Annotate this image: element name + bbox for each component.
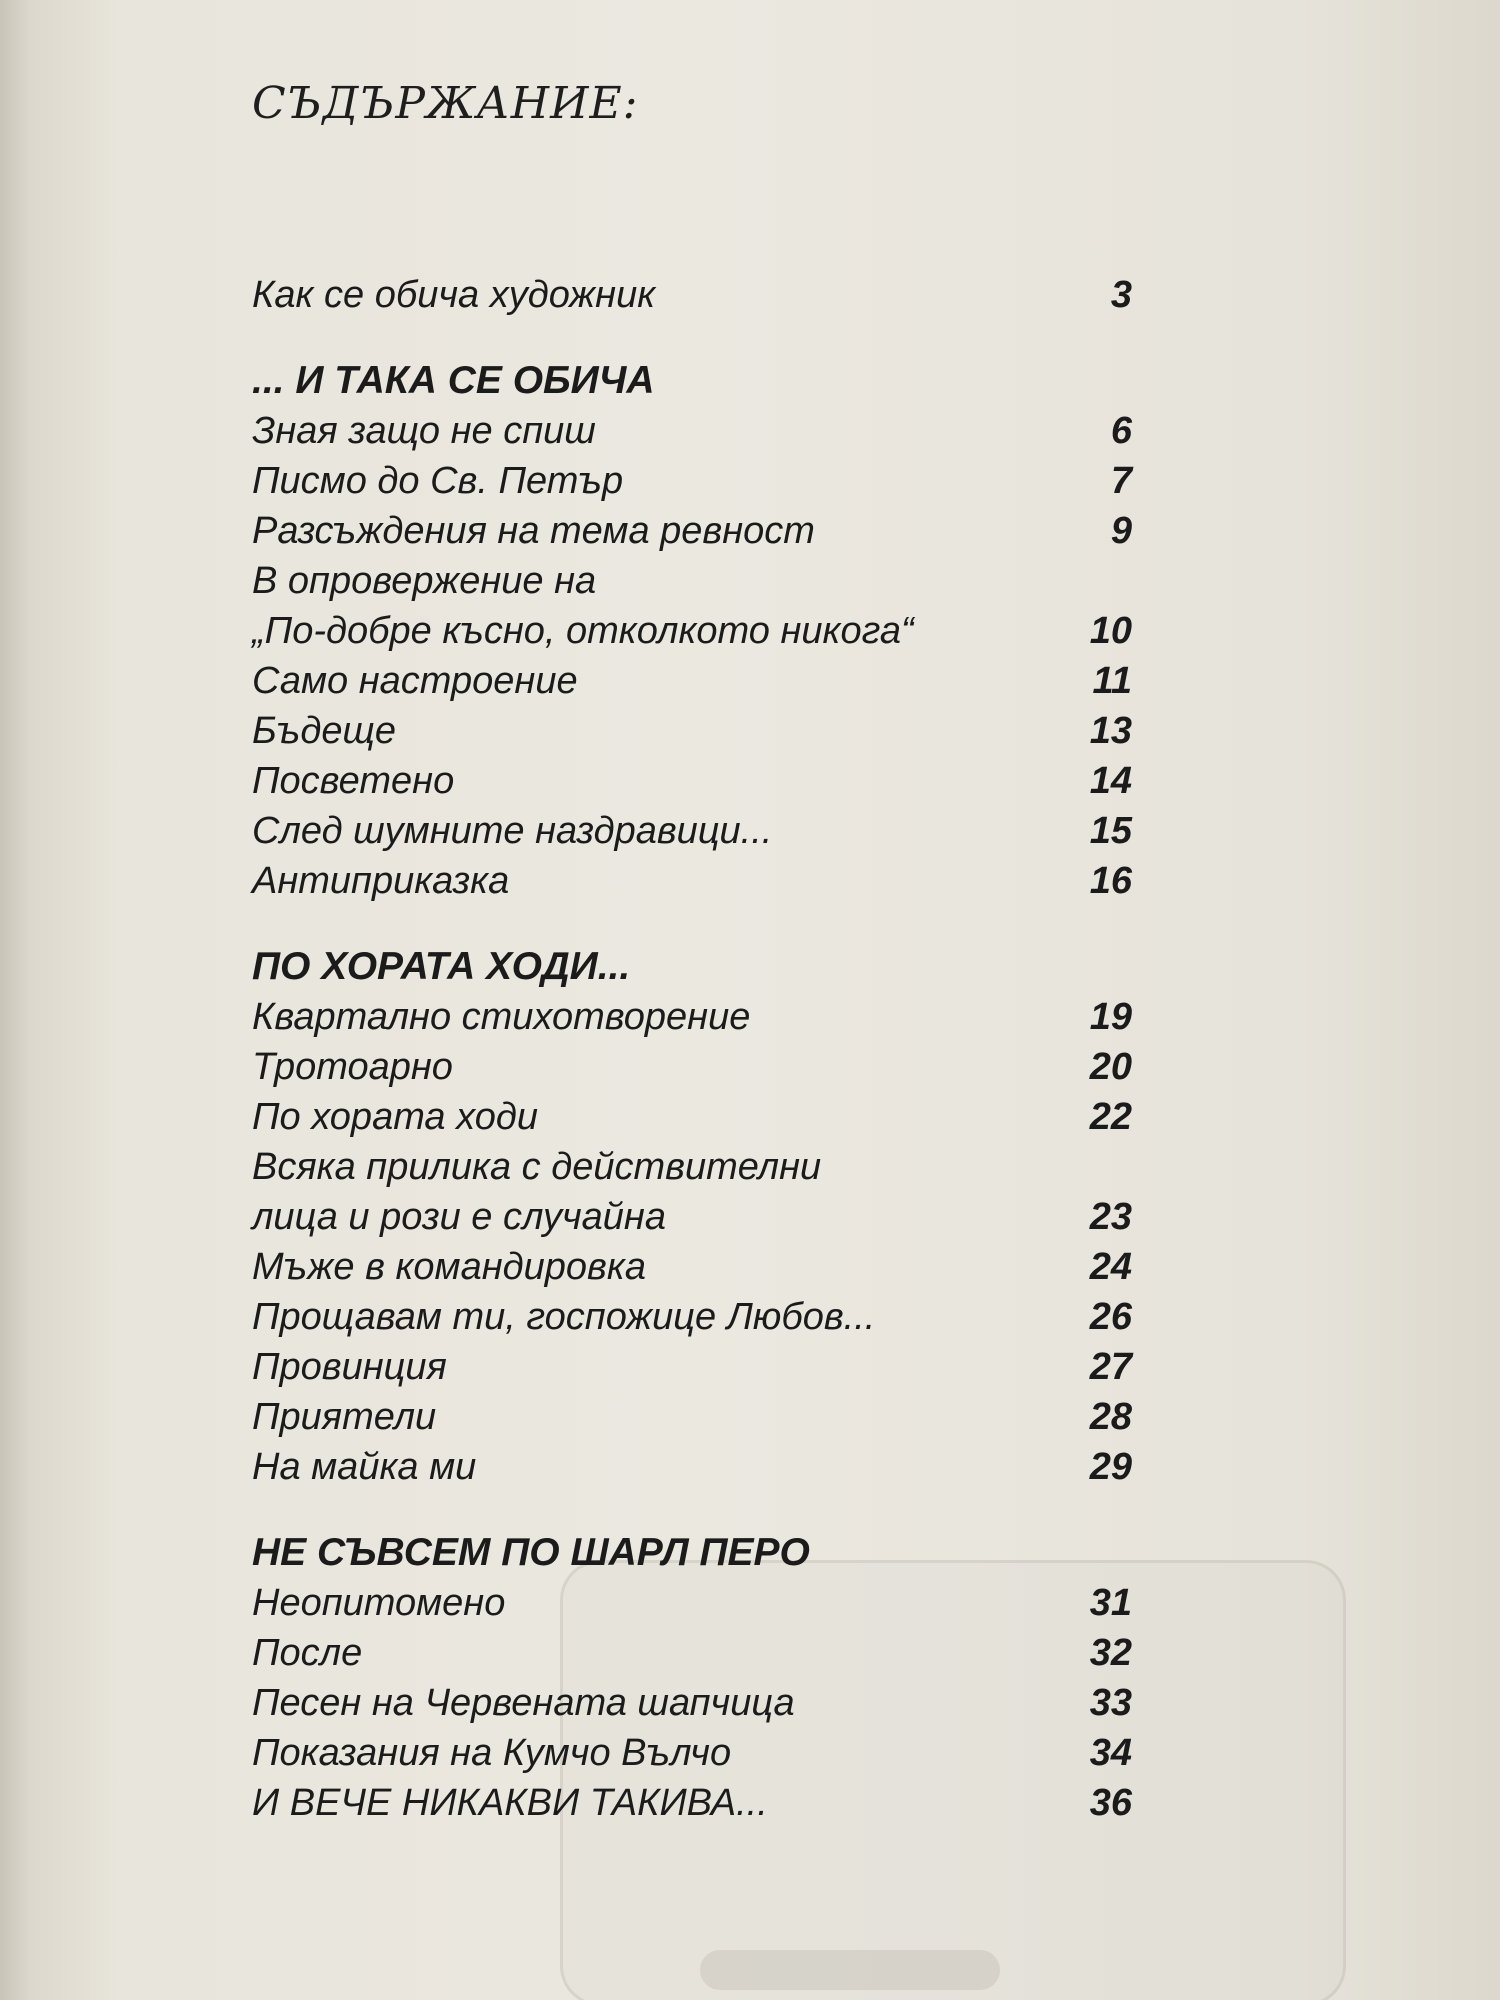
toc-entry-page: 3 xyxy=(1110,274,1132,316)
toc-entry xyxy=(252,656,1132,706)
section-heading: ... И ТАКА СЕ ОБИЧА xyxy=(252,359,655,402)
toc-entry-title: После xyxy=(252,1632,363,1674)
toc-entry-page: 24 xyxy=(1089,1246,1132,1288)
toc-entry-title: Писмо до Св. Петър xyxy=(252,460,624,502)
toc-entry xyxy=(252,456,1132,506)
toc-entry-page: 6 xyxy=(1110,410,1132,452)
toc-entry-page: 31 xyxy=(1089,1582,1132,1624)
toc-entry-page: 15 xyxy=(1089,810,1132,852)
toc-entry-title: След шумните наздравици... xyxy=(252,810,773,852)
toc-entry-page: 19 xyxy=(1089,996,1132,1038)
toc-heading: СЪДЪРЖАНИЕ: xyxy=(252,78,639,129)
toc-entry-page: 26 xyxy=(1089,1296,1132,1338)
toc-entry xyxy=(252,1392,1132,1442)
toc-entry-page: 13 xyxy=(1089,710,1132,752)
toc-entry-title: Разсъждения на тема ревност xyxy=(252,510,815,552)
toc-entry xyxy=(252,1442,1132,1492)
toc-entry xyxy=(252,756,1132,806)
toc-entry xyxy=(252,1728,1132,1778)
toc-entry-title: Квартално стихотворение xyxy=(252,996,751,1038)
section-heading: ПО ХОРАТА ХОДИ... xyxy=(252,945,631,988)
toc-entry xyxy=(252,606,1132,656)
toc-entry-page: 23 xyxy=(1089,1196,1132,1238)
toc-entry xyxy=(252,1628,1132,1678)
toc-entry-page: 28 xyxy=(1089,1396,1132,1438)
toc-entry-page: 29 xyxy=(1089,1446,1132,1488)
toc-entry-title: Само настроение xyxy=(252,660,578,702)
toc-entry xyxy=(252,270,1132,320)
toc-entry-title: Мъже в командировка xyxy=(252,1246,646,1288)
toc-entry-title: Как се обича художник xyxy=(252,274,656,316)
toc-entry xyxy=(252,506,1132,556)
toc-entry-page: 9 xyxy=(1110,510,1132,552)
toc-entry-page: 14 xyxy=(1089,760,1132,802)
toc-entry-title: Антиприказка xyxy=(252,860,510,902)
toc-entry xyxy=(252,1042,1132,1092)
section-heading: НЕ СЪВСЕМ ПО ШАРЛ ПЕРО xyxy=(252,1531,810,1574)
toc-entry-title: Прощавам ти, госпожице Любов... xyxy=(252,1296,876,1338)
toc-entry-page: 7 xyxy=(1110,460,1132,502)
toc-entry-title: Бъдеще xyxy=(252,710,396,752)
toc-entry-title: Тротоарно xyxy=(252,1046,453,1088)
toc-entry-page: 36 xyxy=(1089,1782,1132,1824)
toc-entry-title: Песен на Червената шапчица xyxy=(252,1682,795,1724)
table-of-contents xyxy=(252,270,1132,1828)
toc-entry xyxy=(252,1142,1132,1192)
toc-entry-title: Зная защо не спиш xyxy=(252,410,596,452)
toc-entry-page: 11 xyxy=(1092,660,1132,702)
toc-entry xyxy=(252,1242,1132,1292)
toc-entry-title: В опровержение на xyxy=(252,560,597,602)
toc-entry xyxy=(252,1578,1132,1628)
toc-entry-page: 32 xyxy=(1089,1632,1132,1674)
toc-entry xyxy=(252,1342,1132,1392)
toc-entry-page: 33 xyxy=(1089,1682,1132,1724)
toc-entry xyxy=(252,1092,1132,1142)
toc-entry-title: По хората ходи xyxy=(252,1096,538,1138)
toc-entry-title: На майка ми xyxy=(252,1446,477,1488)
toc-entry xyxy=(252,856,1132,906)
toc-entry-title: Посветено xyxy=(252,760,455,802)
show-through-band xyxy=(700,1950,1000,1990)
toc-entry-page: 34 xyxy=(1089,1732,1132,1774)
toc-entry xyxy=(252,1778,1132,1828)
toc-entry xyxy=(252,992,1132,1042)
toc-entry-title: „По-добре късно, отколкото никога“ xyxy=(252,610,914,652)
toc-entry-title: Провинция xyxy=(252,1346,447,1388)
toc-entry-title: Всяка прилика с действителни xyxy=(252,1146,822,1188)
toc-entry-title: лица и рози е случайна xyxy=(252,1196,666,1238)
toc-entry xyxy=(252,1678,1132,1728)
toc-entry xyxy=(252,406,1132,456)
toc-entry-title: Приятели xyxy=(252,1396,437,1438)
toc-entry-page: 22 xyxy=(1089,1096,1132,1138)
toc-entry xyxy=(252,806,1132,856)
toc-entry-title: И ВЕЧЕ НИКАКВИ ТАКИВА... xyxy=(252,1782,768,1824)
toc-entry xyxy=(252,556,1132,606)
toc-entry-title: Показания на Кумчо Вълчо xyxy=(252,1732,732,1774)
toc-entry-page: 27 xyxy=(1089,1346,1132,1388)
toc-entry-page: 20 xyxy=(1089,1046,1132,1088)
toc-entry xyxy=(252,1292,1132,1342)
toc-entry-title: Неопитомено xyxy=(252,1582,506,1624)
toc-entry xyxy=(252,1192,1132,1242)
toc-entry xyxy=(252,706,1132,756)
toc-entry-page: 16 xyxy=(1089,860,1132,902)
toc-entry-page: 10 xyxy=(1089,610,1132,652)
